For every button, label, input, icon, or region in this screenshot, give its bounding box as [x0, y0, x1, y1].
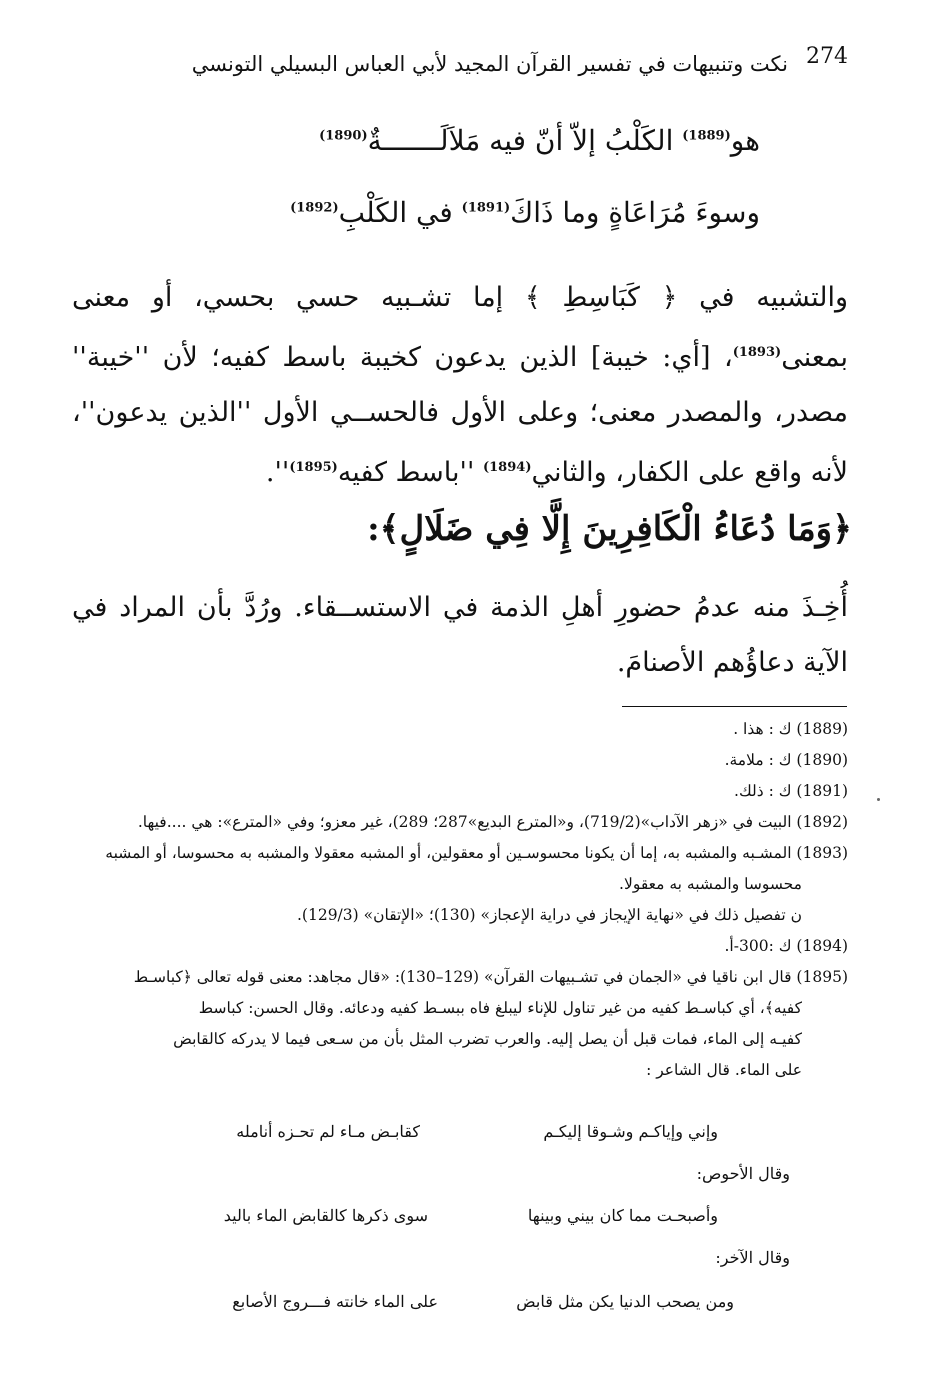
footnote-1894: (1894) ك :300-أ. — [724, 937, 848, 955]
footnote-ref-1894: (1894) — [482, 460, 532, 475]
poem-2-intro: وقال الأحوص: — [696, 1164, 790, 1183]
poem-2-second-hemistich: سوى ذكرها كالقابض الماء باليد — [223, 1206, 428, 1225]
running-header-title: نكت وتنبيهات في تفسير القرآن المجيد لأبي العباس البسيلي التونسي — [191, 52, 788, 76]
poem-3-intro: وقال الآخر: — [715, 1248, 790, 1267]
footnote-1890: (1890) ك : ملامة. — [724, 751, 848, 769]
footnote-ref-1895: (1895) — [289, 460, 338, 475]
verse-1-text-a: هو — [730, 124, 760, 157]
footnote-1893-line-3: ن تفصيل ذلك في «نهاية الإيجاز في دراية الإعجاز» (130)؛ «الإتقان» (129/3). — [296, 906, 802, 924]
commentary-paragraph-2: أُخِـذَ منه عدمُ حضورِ أهلِ الذمة في الاستســقاء. ورُدَّ بأن المراد في الآية دعاؤُهم الأصنامَ. — [72, 592, 848, 678]
page-number: 274 — [806, 44, 848, 69]
footnote-ref-1893: (1893) — [732, 345, 782, 360]
footnote-1895-line-1: (1895) قال ابن ناقيا في «الجمان في تشـبيهات القرآن» (129–130): «قال مجاهد: معنى قوله تعالى ﴿كباسـط — [133, 968, 848, 986]
poem-2-first-hemistich: وأصبحـت مما كان بيني وبينها — [527, 1206, 718, 1225]
paragraph-1-text-2: ، [أي: خيبة] الذين يدعون كخيبة باسط كفيه؛ لأن ''خيبة'' مصدر، والمصدر معنى؛ وعلى الأول فالحســي الأول ''الذين يدعون''، لأنه واقع على الكفار، والثاني — [72, 342, 848, 488]
margin-dot — [877, 798, 880, 801]
verse-2-text-b: في الكَلْبِ — [338, 196, 462, 229]
footnote-1893-line-2: محسوسا والمشبه به معقولا. — [619, 875, 802, 893]
footnote-ref-1890: (1890) — [319, 128, 368, 144]
paragraph-1-text-4: ''. — [265, 457, 290, 488]
paragraph-1-text-1: والتشبيه في ﴿ كَبَاسِطِ ﴾ إما تشـبيه حسي بحسي، أو معنى بمعنى — [72, 282, 848, 373]
footnote-1892: (1892) البيت في «زهر الآداب»(719/2)، و«المترع البديع»287؛ 289)، غير معزو؛ وفي «المترع»: هي ....فيها. — [137, 813, 848, 831]
poem-3-first-hemistich: ومن يصحب الدنيا يكن مثل قابض — [516, 1292, 734, 1311]
poem-3-second-hemistich: على الماء خانته فـــروج الأصابع — [232, 1292, 438, 1311]
footnote-1891: (1891) ك : ذلك. — [734, 782, 848, 800]
footnote-1895-line-2: كفيه﴾، أي كباسـط كفيه من غير تناول للإناء ليبلغ فاه ببسـط كفيه ودعائه. وقال الحسن: كباسط — [198, 999, 802, 1017]
poetry-verse-2 — [290, 196, 760, 229]
footnote-1895-line-4: على الماء. قال الشاعر : — [646, 1061, 802, 1079]
footnote-ref-1889: (1889) — [682, 128, 731, 144]
poem-1-second-hemistich: كقابـض مـاء لم تحـزه أنامله — [236, 1122, 420, 1141]
footnote-separator — [622, 706, 847, 707]
quran-verse-heading: ﴿وَمَا دُعَاءُ الْكَافِرِينَ إِلَّا فِي ضَلَالٍ﴾: — [367, 509, 852, 549]
verse-1-text-b: الكَلْبُ إلاّ أنّ فيه مَلاَلَـــــــةٌ — [367, 124, 683, 157]
paragraph-1-text-3: ''باسط كفيه — [337, 457, 483, 488]
footnotes-block — [72, 714, 848, 1086]
footnote-ref-1891: (1891) — [461, 200, 511, 216]
poetry-verse-1 — [319, 124, 760, 157]
verse-2-text-a: وسوءَ مُرَاعَاةٍ وما ذَاكَ — [510, 196, 760, 229]
footnote-1895-line-3: كفيـه إلى الماء، فمات قبل أن يصل إليه. والعرب تضرب المثل بأن من سـعى فيما لا يدركه كالقابض — [173, 1030, 802, 1048]
commentary-paragraph-1 — [72, 270, 848, 500]
poem-1-first-hemistich: وإني وإياكـم وشـوقا إليكـم — [543, 1122, 718, 1141]
footnote-ref-1892: (1892) — [290, 200, 339, 216]
footnote-1889: (1889) ك : هذا . — [733, 720, 848, 738]
footnote-1893-line-1: (1893) المشـبه والمشبه به، إما أن يكونا محسوسـين أو معقولين، أو المشبه معقولا والمشبه به محسوسا، أو المشبه — [105, 844, 848, 862]
